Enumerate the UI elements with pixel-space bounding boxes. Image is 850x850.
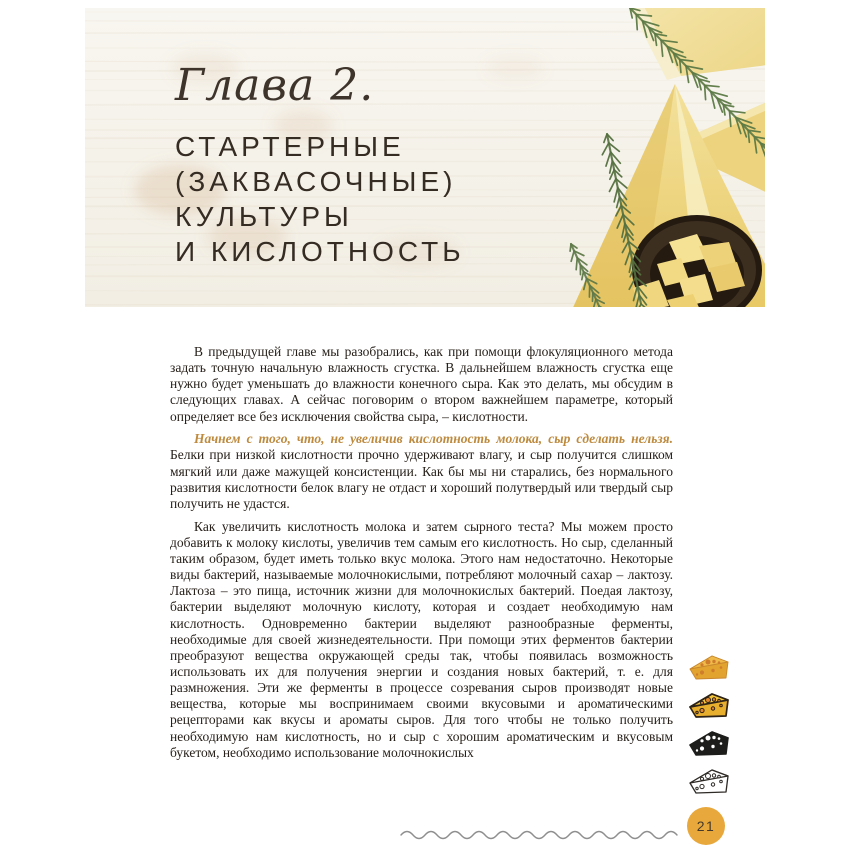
paragraph-text: В предыдущей главе мы разобрались, как при помощи флокуляционного метода задать точную начальную влажность сгустка. В дальнейшем влажность сгустка еще нужно будет уменьшать до влажности конечного сыра. Как это делать, мы обсудим в следующих главах. А сейчас поговорим о втором важнейшем параметре, который определяет все без исключения свойства сыра, – кислотности. (170, 344, 673, 424)
wavy-divider (399, 824, 679, 842)
paragraph-text: Белки при низкой кислотности прочно удерживают влагу, и сыр получится слишком мягкий или даже мажущей консистенции. Как бы мы ни старались, без нормального развития кислотности белок влагу не отдаст и хороший полутвердый или твердый сыр получить не удастся. (170, 447, 673, 511)
cheese-icon-rail (687, 653, 731, 797)
paragraph-text: Как увеличить кислотность молока и затем сырного теста? Мы можем просто добавить к молоку кислоты, увеличив тем самым его кислотность. Но сыр, сделанный таким образом, будет иметь только вкус молока. Этого нам недостаточно. Некоторые виды бактерий, называемые молочнокислыми, потребляют молочный сахар – лактозу. Лактоза – это пища, источник жизни для молочнокислых бактерий. Поедая лактозу, бактерии выделяют молочную кислоту, которая и создает необходимую нам кислотность. Одновременно бактерии выделяют разнообразные ферменты, необходимые для своей жизнедеятельности. При помощи этих ферментов бактерии преобразуют вещества окружающей среды так, чтобы появилась возможность использовать их для получения энергии и создания новых бактерий, т. е. для размножения. Эти же ферменты в процессе созревания сыров производят новые вещества, которые мы воспринимаем своими вкусовыми и ароматическими рецепторами как вкусы и ароматы сыров. Для того чтобы не только получить необходимую нам кислотность, но и сыр с хорошим ароматическим и вкусовым букетом, необходимо использование молочнокислых (170, 518, 673, 760)
cheese-wedge-gold-icon (688, 653, 730, 683)
cheese-wedge-white-outline-icon (688, 767, 730, 797)
chapter-title-line: И КИСЛОТНОСТЬ (175, 236, 465, 267)
chapter-title-line: СТАРТЕРНЫЕ (175, 131, 405, 162)
cheese-wedge-yellow-outlined-icon (688, 691, 730, 721)
paragraph-key-statement (170, 431, 673, 512)
chapter-title-line: КУЛЬТУРЫ (175, 201, 353, 232)
paragraph-bacteria (170, 519, 673, 761)
chapter-title-line: (ЗАКВАСОЧНЫЕ) (175, 166, 457, 197)
accent-lead-sentence: Начнем с того, что, не увеличив кислотность молока, сыр сделать нельзя. (194, 431, 673, 447)
chapter-title (175, 129, 465, 269)
chapter-header (85, 8, 765, 307)
chapter-number-script: Глава 2. (175, 60, 375, 111)
chapter-heading-block (85, 8, 765, 307)
paragraph-intro (170, 344, 673, 425)
cheese-wedge-black-icon (688, 729, 730, 759)
chapter-body (170, 344, 673, 767)
page-number-badge: 21 (687, 807, 725, 845)
